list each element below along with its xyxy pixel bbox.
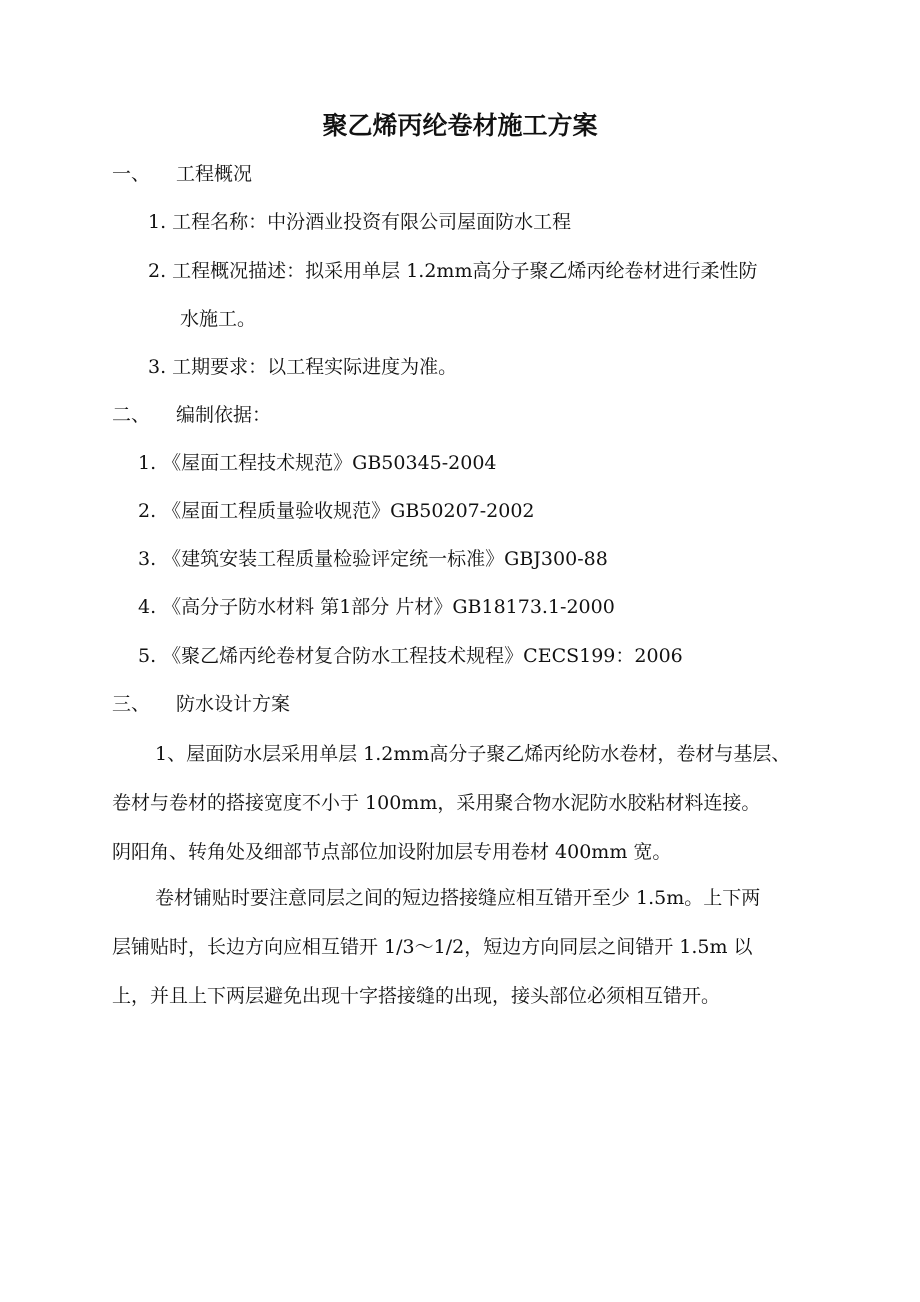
section-1-item-2: 2. 工程概况描述：拟采用单层 1.2mm高分子聚乙烯丙纶卷材进行柔性防 [148, 260, 758, 282]
section-1-item-1: 1. 工程名称：中汾酒业投资有限公司屋面防水工程 [148, 211, 572, 233]
paragraph-2-line-2: 层铺贴时，长边方向应相互错开 1/3～1/2，短边方向同层之间错开 1.5m 以 [112, 936, 753, 958]
paragraph-1-line-3: 阴阳角、转角处及细部节点部位加设附加层专用卷材 400mm 宽。 [112, 841, 672, 863]
document-title: 聚乙烯丙纶卷材施工方案 [322, 111, 598, 140]
section-1-item-3: 3. 工期要求：以工程实际进度为准。 [148, 356, 458, 378]
paragraph-1-line-1: 1、屋面防水层采用单层 1.2mm高分子聚乙烯丙纶防水卷材，卷材与基层、 [155, 743, 791, 765]
section-1-heading: 工程概况 [176, 163, 253, 185]
section-1-item-2-cont: 水施工。 [180, 308, 257, 330]
section-1-number: 一、 [112, 163, 151, 185]
section-3-heading: 防水设计方案 [176, 693, 291, 715]
reference-item-5: 5. 《聚乙烯丙纶卷材复合防水工程技术规程》CECS199：2006 [138, 645, 683, 667]
section-2-heading: 编制依据： [176, 404, 272, 426]
paragraph-1-line-2: 卷材与卷材的搭接宽度不小于 100mm，采用聚合物水泥防水胶粘材料连接。 [112, 792, 761, 814]
paragraph-2-line-1: 卷材铺贴时要注意同层之间的短边搭接缝应相互错开至少 1.5m。上下两 [155, 887, 761, 909]
reference-item-3: 3. 《建筑安装工程质量检验评定统一标准》GBJ300-88 [138, 548, 608, 570]
paragraph-2-line-3: 上，并且上下两层避免出现十字搭接缝的出现，接头部位必须相互错开。 [112, 985, 721, 1007]
section-2-number: 二、 [112, 404, 151, 426]
reference-item-2: 2. 《屋面工程质量验收规范》GB50207-2002 [138, 500, 535, 522]
reference-item-4: 4. 《高分子防水材料 第1部分 片材》GB18173.1-2000 [138, 596, 615, 618]
section-3-number: 三、 [112, 693, 151, 715]
reference-item-1: 1. 《屋面工程技术规范》GB50345-2004 [138, 452, 497, 474]
